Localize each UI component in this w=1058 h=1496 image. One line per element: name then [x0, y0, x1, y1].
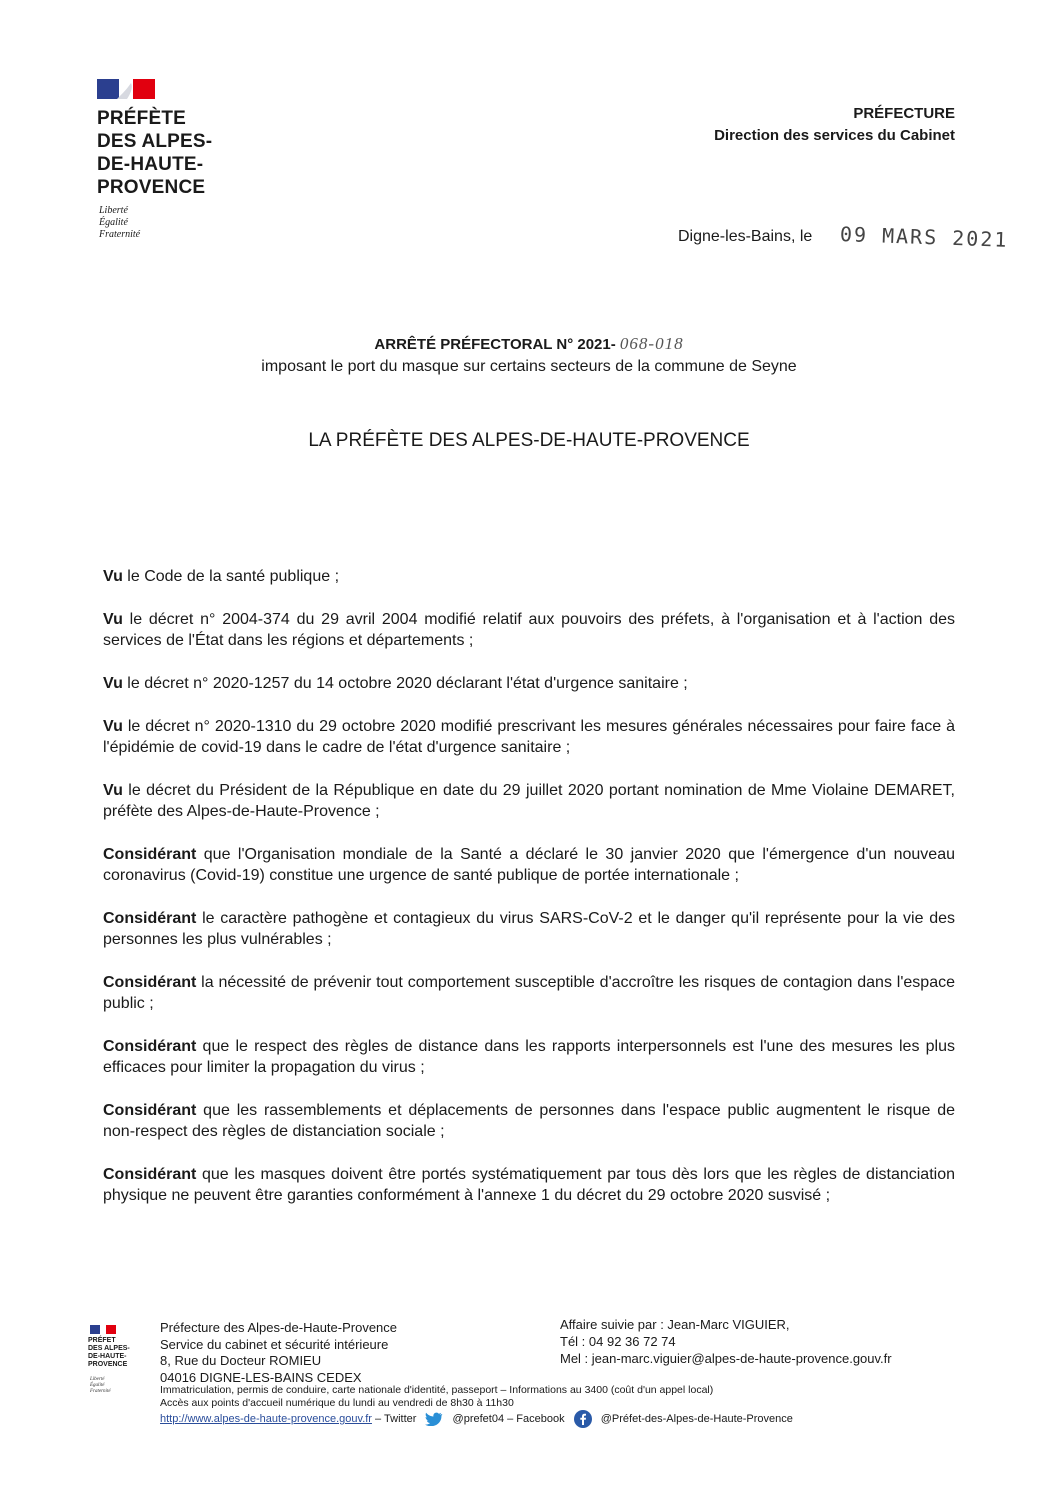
recital-text: le décret n° 2020-1310 du 29 octobre 2020 modifié prescrivant les mesures générales nécessaires pour faire face à l'épidémie de covid-19 dans le cadre de l'état d'urgence sanitaire ;: [103, 718, 955, 756]
document-body: [103, 566, 955, 1228]
republic-motto: [99, 205, 140, 241]
info-line: Accès aux points d'accueil numérique du lundi au vendredi de 8h30 à 11h30: [160, 1396, 514, 1409]
service-label: Direction des services du Cabinet: [714, 127, 955, 144]
recital-text: la nécessité de prévenir tout comportement susceptible d'accroître les risques de contagion dans l'espace public ;: [103, 974, 955, 1012]
address-line: Service du cabinet et sécurité intérieure: [160, 1336, 389, 1352]
motto-line: Liberté: [99, 205, 128, 216]
footer-logo-line: PROVENCE: [88, 1361, 128, 1368]
recital-text: que l'Organisation mondiale de la Santé a déclaré le 30 janvier 2020 que l'émergence d'un nouveau coronavirus (Covid-19) constitue une urgence de santé publique de portée internationale ;: [103, 846, 955, 884]
contact-email[interactable]: Mel : jean-marc.viguier@alpes-de-haute-provence.gouv.fr: [560, 1351, 892, 1366]
address-line: Préfecture des Alpes-de-Haute-Provence: [160, 1320, 398, 1335]
footer-logo-line: DE-HAUTE-: [88, 1353, 127, 1360]
footer-motto-line: Égalité: [90, 1383, 105, 1388]
twitter-handle[interactable]: @prefet04 – Facebook: [452, 1412, 565, 1425]
footer-social: [160, 1410, 793, 1428]
recital-keyword: Considérant: [103, 1038, 197, 1055]
authority-heading: LA PRÉFÈTE DES ALPES-DE-HAUTE-PROVENCE: [308, 430, 750, 451]
footer-motto: [90, 1377, 111, 1395]
website-link[interactable]: http://www.alpes-de-haute-provence.gouv.fr: [160, 1412, 372, 1425]
footer-flag-logo: [90, 1325, 116, 1334]
recital-keyword: Considérant: [103, 846, 197, 863]
recital-keyword: Vu: [103, 568, 123, 585]
logo-title: [97, 107, 212, 199]
handwritten-date-stamp: 09 MARS 2021: [839, 222, 1009, 252]
arrete-title: [0, 334, 1058, 354]
logo-line: PROVENCE: [97, 177, 206, 198]
footer-address: [160, 1320, 397, 1386]
recital-paragraph: [103, 844, 955, 886]
recital-text: que le respect des règles de distance dans les rapports interpersonnels est l'une des mesures les plus efficaces pour limiter la propagation du virus ;: [103, 1038, 955, 1076]
recital-keyword: Vu: [103, 718, 123, 735]
facebook-handle[interactable]: @Préfet-des-Alpes-de-Haute-Provence: [600, 1412, 793, 1425]
recital-keyword: Considérant: [103, 974, 197, 991]
recital-keyword: Considérant: [103, 1102, 197, 1119]
recital-paragraph: [103, 1164, 955, 1206]
recital-paragraph: [103, 716, 955, 758]
recital-paragraph: [103, 1100, 955, 1142]
contact-line: Tél : 04 92 36 72 74: [560, 1334, 676, 1349]
address-line: 04016 DIGNE-LES-BAINS CEDEX: [160, 1369, 362, 1385]
recital-paragraph: [103, 673, 955, 694]
arrete-subtitle: imposant le port du masque sur certains secteurs de la commune de Seyne: [261, 358, 797, 375]
recital-paragraph: [103, 908, 955, 950]
recital-paragraph: [103, 780, 955, 822]
recital-text: que les rassemblements et déplacements de personnes dans l'espace public augmentent le risque de non-respect des règles de distanciation sociale ;: [103, 1102, 955, 1140]
recital-paragraph: [103, 972, 955, 1014]
recital-paragraph: [103, 1036, 955, 1078]
recital-keyword: Vu: [103, 782, 123, 799]
recital-paragraph: [103, 609, 955, 651]
address-line: 8, Rue du Docteur ROMIEU: [160, 1353, 322, 1368]
recital-text: le Code de la santé publique ;: [122, 568, 340, 585]
recital-paragraph: [103, 566, 955, 587]
motto-line: Égalité: [99, 217, 128, 228]
footer-motto-line: Fraternité: [90, 1389, 111, 1394]
recital-text: le décret n° 2020-1257 du 14 octobre 2020 déclarant l'état d'urgence sanitaire ;: [122, 675, 688, 692]
footer-contact: [560, 1316, 892, 1367]
footer-info: [160, 1384, 713, 1409]
contact-line: Affaire suivie par : Jean-Marc VIGUIER,: [560, 1317, 790, 1332]
arrete-label: ARRÊTÉ PRÉFECTORAL N° 2021-: [374, 336, 616, 353]
twitter-icon: [425, 1412, 443, 1426]
footer-logo-line: DES ALPES-: [88, 1345, 130, 1352]
footer-motto-line: Liberté: [90, 1377, 105, 1382]
recital-keyword: Vu: [103, 675, 123, 692]
recital-text: le décret du Président de la République en date du 29 juillet 2020 portant nomination de Mme Violaine DEMARET, préfète des Alpes-de-Haute-Provence ;: [103, 782, 955, 820]
info-line: Immatriculation, permis de conduire, carte nationale d'identité, passeport – Informations au 3400 (coût d'un appel local): [160, 1384, 714, 1396]
footer-logo-title: [88, 1337, 130, 1369]
recital-text: le caractère pathogène et contagieux du virus SARS-CoV-2 et le danger qu'il représente pour la vie des personnes les plus vulnérables ;: [103, 910, 955, 948]
department-label: PRÉFECTURE: [853, 105, 955, 122]
logo-line: DE-HAUTE-: [97, 154, 204, 175]
motto-line: Fraternité: [99, 229, 141, 240]
recital-text: le décret n° 2004-374 du 29 avril 2004 modifié relatif aux pouvoirs des préfets, à l'organisation et à l'action des services de l'État dans les régions et départements ;: [103, 611, 955, 649]
facebook-icon: [574, 1410, 592, 1428]
logo-line: DES ALPES-: [97, 131, 213, 152]
logo-line: PRÉFÈTE: [97, 108, 187, 129]
recital-keyword: Considérant: [103, 910, 197, 927]
issuing-office: [714, 103, 955, 147]
date-prefix: Digne-les-Bains, le: [678, 228, 813, 245]
recital-keyword: Considérant: [103, 1166, 197, 1183]
marianne-flag-logo: [97, 79, 155, 99]
recital-text: que les masques doivent être portés systématiquement par tous dès lors que les règles de distanciation physique ne peuvent être garanties conformément à l'annexe 1 du décret du 29 octobre 2020 susvisé ;: [103, 1166, 955, 1204]
twitter-label: – Twitter: [375, 1412, 417, 1425]
arrete-number-handwritten: 068-018: [619, 334, 684, 353]
footer-logo-line: PRÉFET: [88, 1337, 116, 1344]
recital-keyword: Vu: [103, 611, 123, 628]
